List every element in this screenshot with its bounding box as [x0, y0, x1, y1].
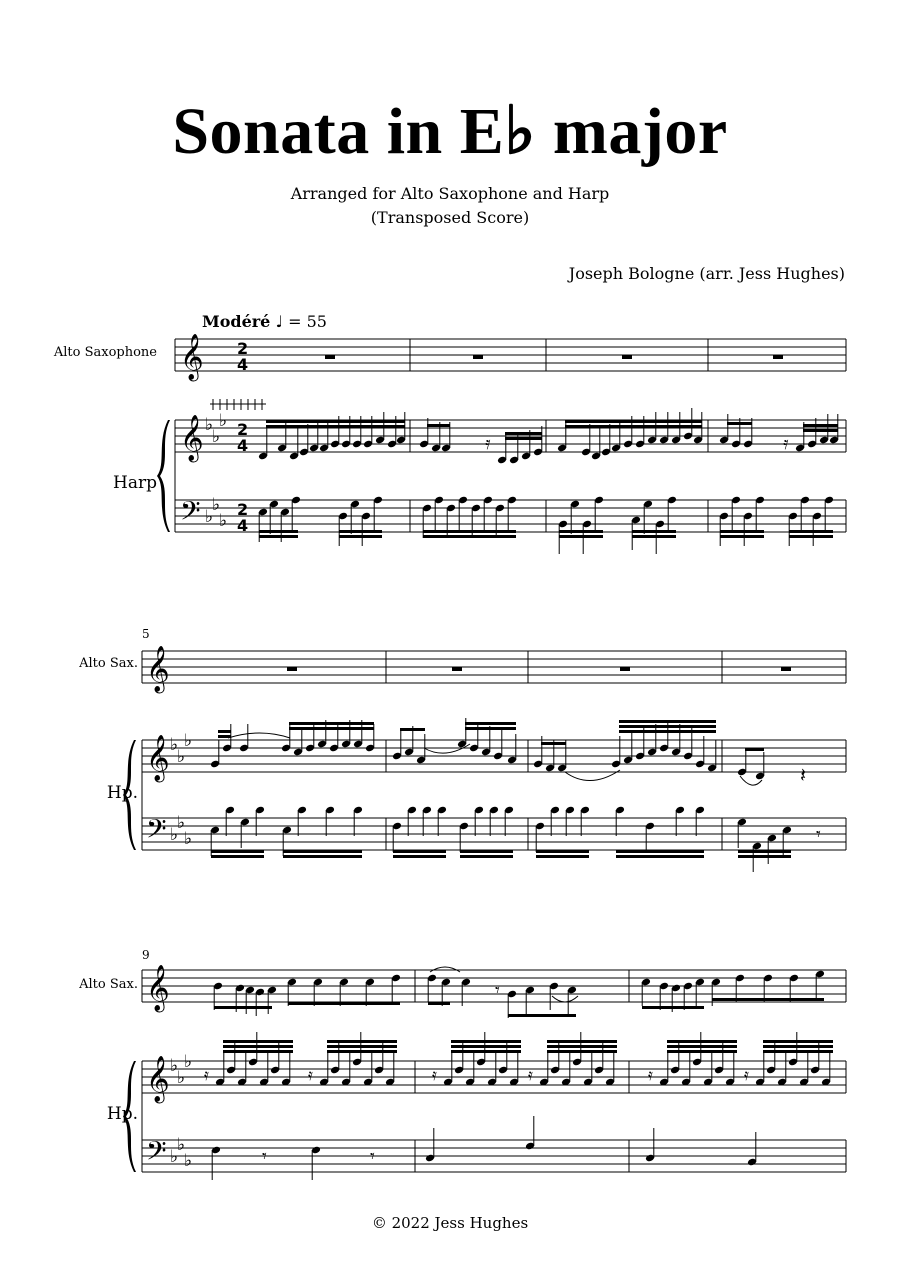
beam — [720, 535, 764, 538]
brace — [123, 740, 136, 850]
beam — [508, 1014, 576, 1017]
treble-clef-icon: 𝄞 — [180, 334, 204, 380]
eighth-rest: 𝄾 — [370, 1146, 375, 1167]
score-subtitle-transposed: (Transposed Score) — [370, 208, 530, 227]
score-subtitle: Arranged for Alto Saxophone and Harp — [290, 184, 610, 203]
slur — [552, 996, 578, 1002]
beam — [720, 530, 764, 533]
beam — [259, 535, 298, 538]
beam — [789, 535, 833, 538]
key-flat: ♭ — [205, 415, 214, 435]
time-sig-upper: 2 — [237, 500, 249, 519]
beam — [211, 850, 264, 853]
beam — [505, 437, 542, 440]
beam — [803, 429, 838, 432]
eighth-rest: 𝄾 — [495, 980, 500, 1001]
system-1-sax-label: Alto Saxophone — [53, 345, 157, 360]
beam — [223, 1050, 293, 1053]
beam — [451, 1040, 521, 1043]
beam — [632, 535, 676, 538]
beam — [565, 420, 702, 423]
sixteenth-rest: 𝄿 — [783, 433, 789, 454]
measure-number-9: 9 — [142, 948, 150, 962]
key-flat: ♭ — [212, 495, 221, 515]
beam — [339, 535, 382, 538]
key-flat: ♭ — [184, 829, 193, 849]
sixteenth-rest: 𝄿 — [308, 1065, 313, 1084]
beam — [547, 1050, 617, 1053]
beam — [339, 530, 382, 533]
treble-clef-icon: 𝄞 — [146, 1056, 170, 1102]
beam — [460, 850, 513, 853]
treble-clef-icon: 𝄞 — [146, 735, 170, 781]
key-flat: ♭ — [212, 427, 221, 447]
beam — [465, 727, 516, 730]
system-3-harp-label: Hp. — [106, 1104, 138, 1124]
whole-rest — [452, 667, 462, 671]
score-title: Sonata in E♭ major — [172, 95, 728, 168]
slur — [430, 967, 460, 972]
whole-rest — [620, 667, 630, 671]
beam — [451, 1045, 521, 1048]
key-flat: ♭ — [170, 735, 179, 755]
whole-rest — [287, 667, 297, 671]
key-flat: ♭ — [205, 507, 214, 527]
beam — [460, 855, 513, 858]
key-flat: ♭ — [184, 1151, 193, 1171]
whole-rest — [781, 667, 791, 671]
beam — [218, 730, 231, 733]
beam — [803, 424, 838, 427]
beam — [763, 1045, 833, 1048]
beam — [763, 1040, 833, 1043]
sixteenth-rest: 𝄿 — [204, 1065, 209, 1084]
beam — [616, 850, 704, 853]
beam — [327, 1045, 397, 1048]
beam — [327, 1050, 397, 1053]
beam — [547, 1040, 617, 1043]
key-flat: ♭ — [170, 1147, 179, 1167]
beam — [223, 1040, 293, 1043]
beam — [451, 1050, 521, 1053]
key-flat: ♭ — [177, 813, 186, 833]
system-2-sax-label: Alto Sax. — [79, 656, 138, 671]
bass-clef-icon: 𝄢 — [180, 495, 201, 533]
system-3-sax-label: Alto Sax. — [79, 977, 138, 992]
time-sig-lower: 4 — [237, 436, 249, 455]
beam — [400, 728, 425, 731]
beam — [465, 722, 516, 725]
beam — [541, 742, 566, 745]
key-flat: ♭ — [170, 825, 179, 845]
beam — [619, 720, 716, 723]
quarter-rest: 𝄽 — [800, 763, 807, 787]
treble-clef-icon: 𝄞 — [180, 415, 204, 461]
beam — [547, 1045, 617, 1048]
beam — [423, 535, 516, 538]
beam — [789, 530, 833, 533]
beam — [642, 1006, 704, 1009]
bass-clef-icon: 𝄢 — [146, 1135, 167, 1173]
beam — [727, 422, 752, 425]
beam — [211, 855, 264, 858]
copyright-notice: © 2022 Jess Hughes — [371, 1214, 529, 1232]
time-sig-upper: 2 — [237, 339, 249, 358]
beam — [288, 1002, 400, 1005]
time-sig-upper: 2 — [237, 420, 249, 439]
beam — [393, 855, 446, 858]
beam — [423, 530, 516, 533]
beam — [327, 1040, 397, 1043]
whole-rest — [325, 355, 335, 359]
beam — [616, 855, 704, 858]
key-flat: ♭ — [184, 1052, 193, 1072]
sixteenth-rest: 𝄿 — [432, 1065, 437, 1084]
time-sig-lower: 4 — [237, 516, 249, 535]
beam — [667, 1050, 737, 1053]
key-flat: ♭ — [170, 1056, 179, 1076]
beam — [738, 850, 791, 853]
beam — [536, 855, 589, 858]
sixteenth-rest: 𝄿 — [485, 433, 491, 454]
sixteenth-rest: 𝄿 — [528, 1065, 533, 1084]
beam — [559, 535, 603, 538]
key-flat: ♭ — [184, 731, 193, 751]
measure-number-5: 5 — [142, 627, 150, 641]
treble-clef-icon: 𝄞 — [146, 965, 170, 1011]
whole-rest — [773, 355, 783, 359]
brace — [157, 420, 170, 532]
beam — [289, 722, 374, 725]
key-flat: ♭ — [177, 1135, 186, 1155]
sixteenth-rest: 𝄿 — [744, 1065, 749, 1084]
time-sig-lower: 4 — [237, 355, 249, 374]
beam — [712, 998, 824, 1001]
beam — [428, 1002, 450, 1005]
beam — [763, 1050, 833, 1053]
bass-clef-icon: 𝄢 — [146, 813, 167, 851]
key-flat: ♭ — [177, 747, 186, 767]
beam — [745, 748, 764, 751]
beam — [536, 850, 589, 853]
whole-rest — [622, 355, 632, 359]
beam — [266, 425, 405, 428]
tempo-word: Modéré — [202, 312, 271, 331]
treble-clef-icon: 𝄞 — [146, 646, 170, 692]
beam — [283, 850, 362, 853]
beam — [259, 530, 298, 533]
key-flat: ♭ — [219, 511, 228, 531]
beam — [619, 725, 716, 728]
beam — [289, 727, 374, 730]
metronome-mark: ♩ = 55 — [275, 312, 327, 331]
beam — [565, 425, 702, 428]
beam — [427, 424, 450, 427]
beam — [667, 1045, 737, 1048]
slur — [228, 733, 290, 738]
beam — [266, 420, 405, 423]
key-flat: ♭ — [219, 411, 228, 431]
beam — [738, 855, 791, 858]
composer-credit: Joseph Bologne (arr. Jess Hughes) — [568, 264, 845, 283]
eighth-rest: 𝄾 — [262, 1146, 267, 1167]
beam — [214, 1006, 272, 1009]
beam — [559, 530, 603, 533]
system-2-harp-label: Hp. — [106, 783, 138, 803]
sixteenth-rest: 𝄿 — [648, 1065, 653, 1084]
key-flat: ♭ — [177, 1068, 186, 1088]
beam — [223, 1045, 293, 1048]
beam — [393, 850, 446, 853]
beam — [283, 855, 362, 858]
beam — [619, 730, 716, 733]
system-1-harp-label: Harp — [113, 473, 157, 493]
beam — [632, 530, 676, 533]
whole-rest — [473, 355, 483, 359]
beam — [667, 1040, 737, 1043]
brace — [123, 1061, 136, 1172]
eighth-rest: 𝄾 — [816, 824, 821, 845]
beam — [505, 432, 542, 435]
